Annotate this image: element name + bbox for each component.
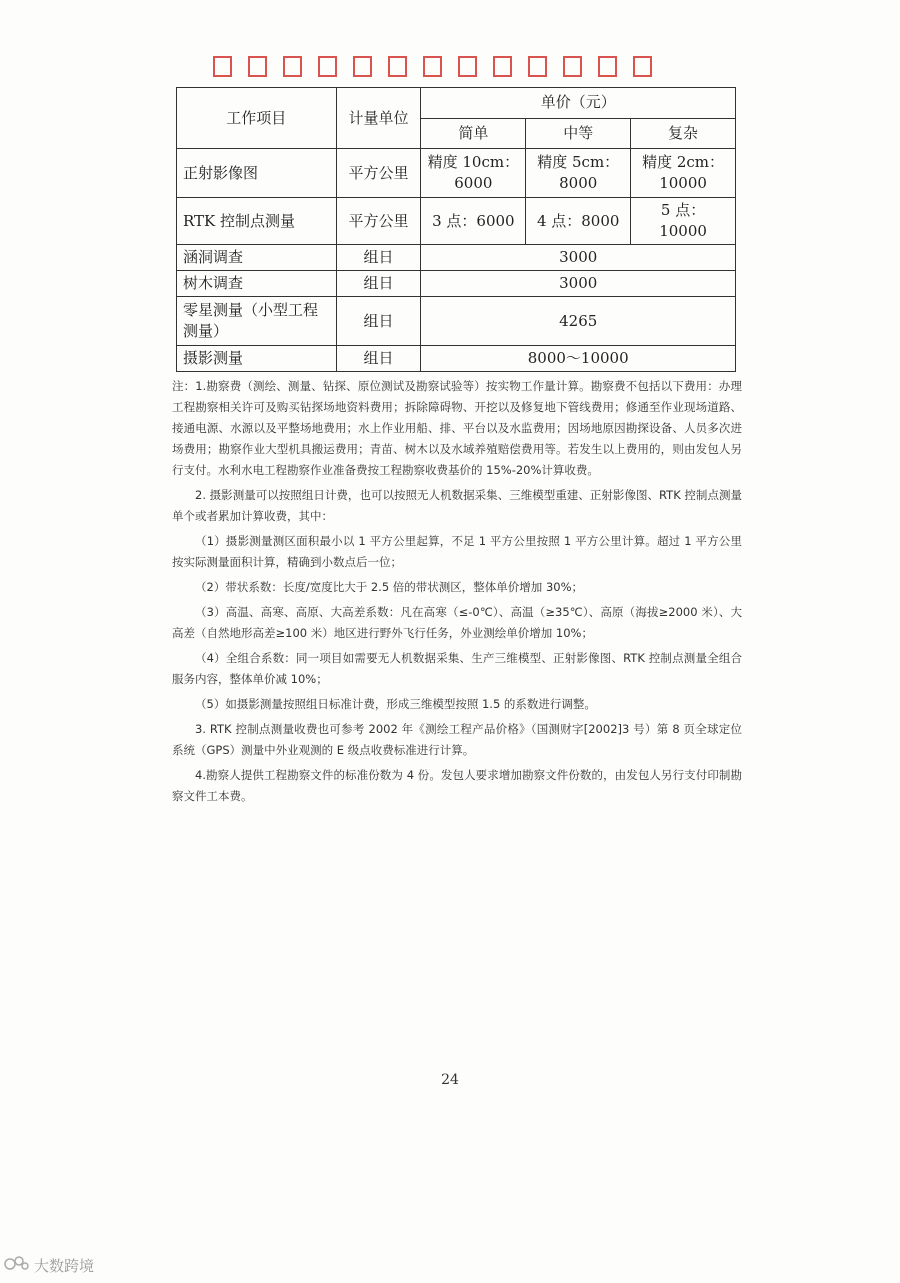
table-row (177, 271, 736, 297)
note-paragraph: （1）摄影测量测区面积最小以 1 平方公里起算，不足 1 平方公里按照 1 平方公里计算。超过 1 平方公里按实际测量面积计算，精确到小数点后一位； (172, 534, 742, 569)
row-simple: 3 点：6000 (421, 198, 526, 245)
col-item-header: 工作项目 (177, 88, 337, 149)
header-box (283, 56, 302, 77)
notes (172, 376, 742, 811)
note-paragraph: 2. 摄影测量可以按照组日计费，也可以按照无人机数据采集、三维模型重建、正射影像图、RTK 控制点测量单个或者累加计算收费，其中： (172, 488, 742, 523)
header-box (563, 56, 582, 77)
row-price: 3000 (421, 245, 736, 271)
header-box (318, 56, 337, 77)
row-item: 树木调查 (177, 271, 337, 297)
note-paragraph: 注：1.勘察费（测绘、测量、钻探、原位测试及勘察试验等）按实物工作量计算。勘察费不包括以下费用：办理工程勘察相关许可及购买钻探场地资料费用；拆除障碍物、开挖以及修复地下管线费用；修通至作业现场道路、接通电源、水源以及平整场地费用；水上作业用船、排、平台以及水监费用；因场地原因勘探设备、人员多次进场费用；勘察作业大型机具搬运费用；青苗、树木以及水域养殖赔偿费用等。若发生以上费用的，则由发包人另行支付。水利水电工程勘察作业准备费按工程勘察收费基价的 15%-20%计算收费。 (172, 379, 742, 477)
header-box (388, 56, 407, 77)
page-number: 24 (441, 1072, 459, 1088)
col-medium-header: 中等 (526, 118, 631, 149)
watermark-text: 大数跨境 (34, 1256, 95, 1275)
note-paragraph: 3. RTK 控制点测量收费也可参考 2002 年《测绘工程产品价格》（国测财字[2002]3 号）第 8 页全球定位系统（GPS）测量中外业观测的 E 级点收费标准进行计算。 (172, 722, 742, 757)
table-row (177, 198, 736, 245)
row-price: 3000 (421, 271, 736, 297)
header-box (458, 56, 477, 77)
note-paragraph: （3）高温、高寒、高原、大高差系数：凡在高寒（≤-0℃）、高温（≥35℃）、高原（海拔≥2000 米）、大高差（自然地形高差≥100 米）地区进行野外飞行任务，外业测绘单价增加 10%； (172, 605, 742, 640)
col-price-header: 单价（元） (421, 88, 736, 119)
table-header-row (177, 88, 736, 119)
row-complex: 5 点：10000 (631, 198, 736, 245)
header-box (528, 56, 547, 77)
table-row (177, 245, 736, 271)
header-box (353, 56, 372, 77)
header-box (633, 56, 652, 77)
note-paragraph: （5）如摄影测量按照组日标准计费，形成三维模型按照 1.5 的系数进行调整。 (195, 697, 596, 711)
table-row (177, 346, 736, 372)
row-item: 零星测量（小型工程测量） (177, 297, 337, 346)
watermark-logo-icon (4, 1254, 30, 1276)
row-medium: 精度 5cm：8000 (526, 149, 631, 198)
row-unit: 组日 (336, 245, 421, 271)
row-unit: 平方公里 (336, 149, 421, 198)
table-row (177, 297, 736, 346)
row-simple: 精度 10cm：6000 (421, 149, 526, 198)
note-paragraph: 4.勘察人提供工程勘察文件的标准份数为 4 份。发包人要求增加勘察文件份数的，由发包人另行支付印制勘察文件工本费。 (172, 768, 742, 803)
row-item: 涵洞调查 (177, 245, 337, 271)
header-box (493, 56, 512, 77)
note-paragraph: （4）全组合系数：同一项目如需要无人机数据采集、生产三维模型、正射影像图、RTK 控制点测量全组合服务内容，整体单价减 10%； (172, 651, 742, 686)
row-unit: 组日 (336, 271, 421, 297)
header-boxes (213, 56, 652, 77)
note-paragraph: （2）带状系数：长度/宽度比大于 2.5 倍的带状测区，整体单价增加 30%； (195, 580, 584, 594)
row-unit: 组日 (336, 346, 421, 372)
price-table (176, 87, 736, 372)
row-unit: 平方公里 (336, 198, 421, 245)
row-complex: 精度 2cm：10000 (631, 149, 736, 198)
header-box (213, 56, 232, 77)
row-unit: 组日 (336, 297, 421, 346)
col-simple-header: 简单 (421, 118, 526, 149)
row-price: 8000～10000 (421, 346, 736, 372)
header-box (598, 56, 617, 77)
row-item: 正射影像图 (177, 149, 337, 198)
header-box (248, 56, 267, 77)
col-complex-header: 复杂 (631, 118, 736, 149)
header-box (423, 56, 442, 77)
row-item: 摄影测量 (177, 346, 337, 372)
col-unit-header: 计量单位 (336, 88, 421, 149)
row-price: 4265 (421, 297, 736, 346)
row-medium: 4 点：8000 (526, 198, 631, 245)
row-item: RTK 控制点测量 (177, 198, 337, 245)
watermark (4, 1254, 94, 1276)
table-row (177, 149, 736, 198)
